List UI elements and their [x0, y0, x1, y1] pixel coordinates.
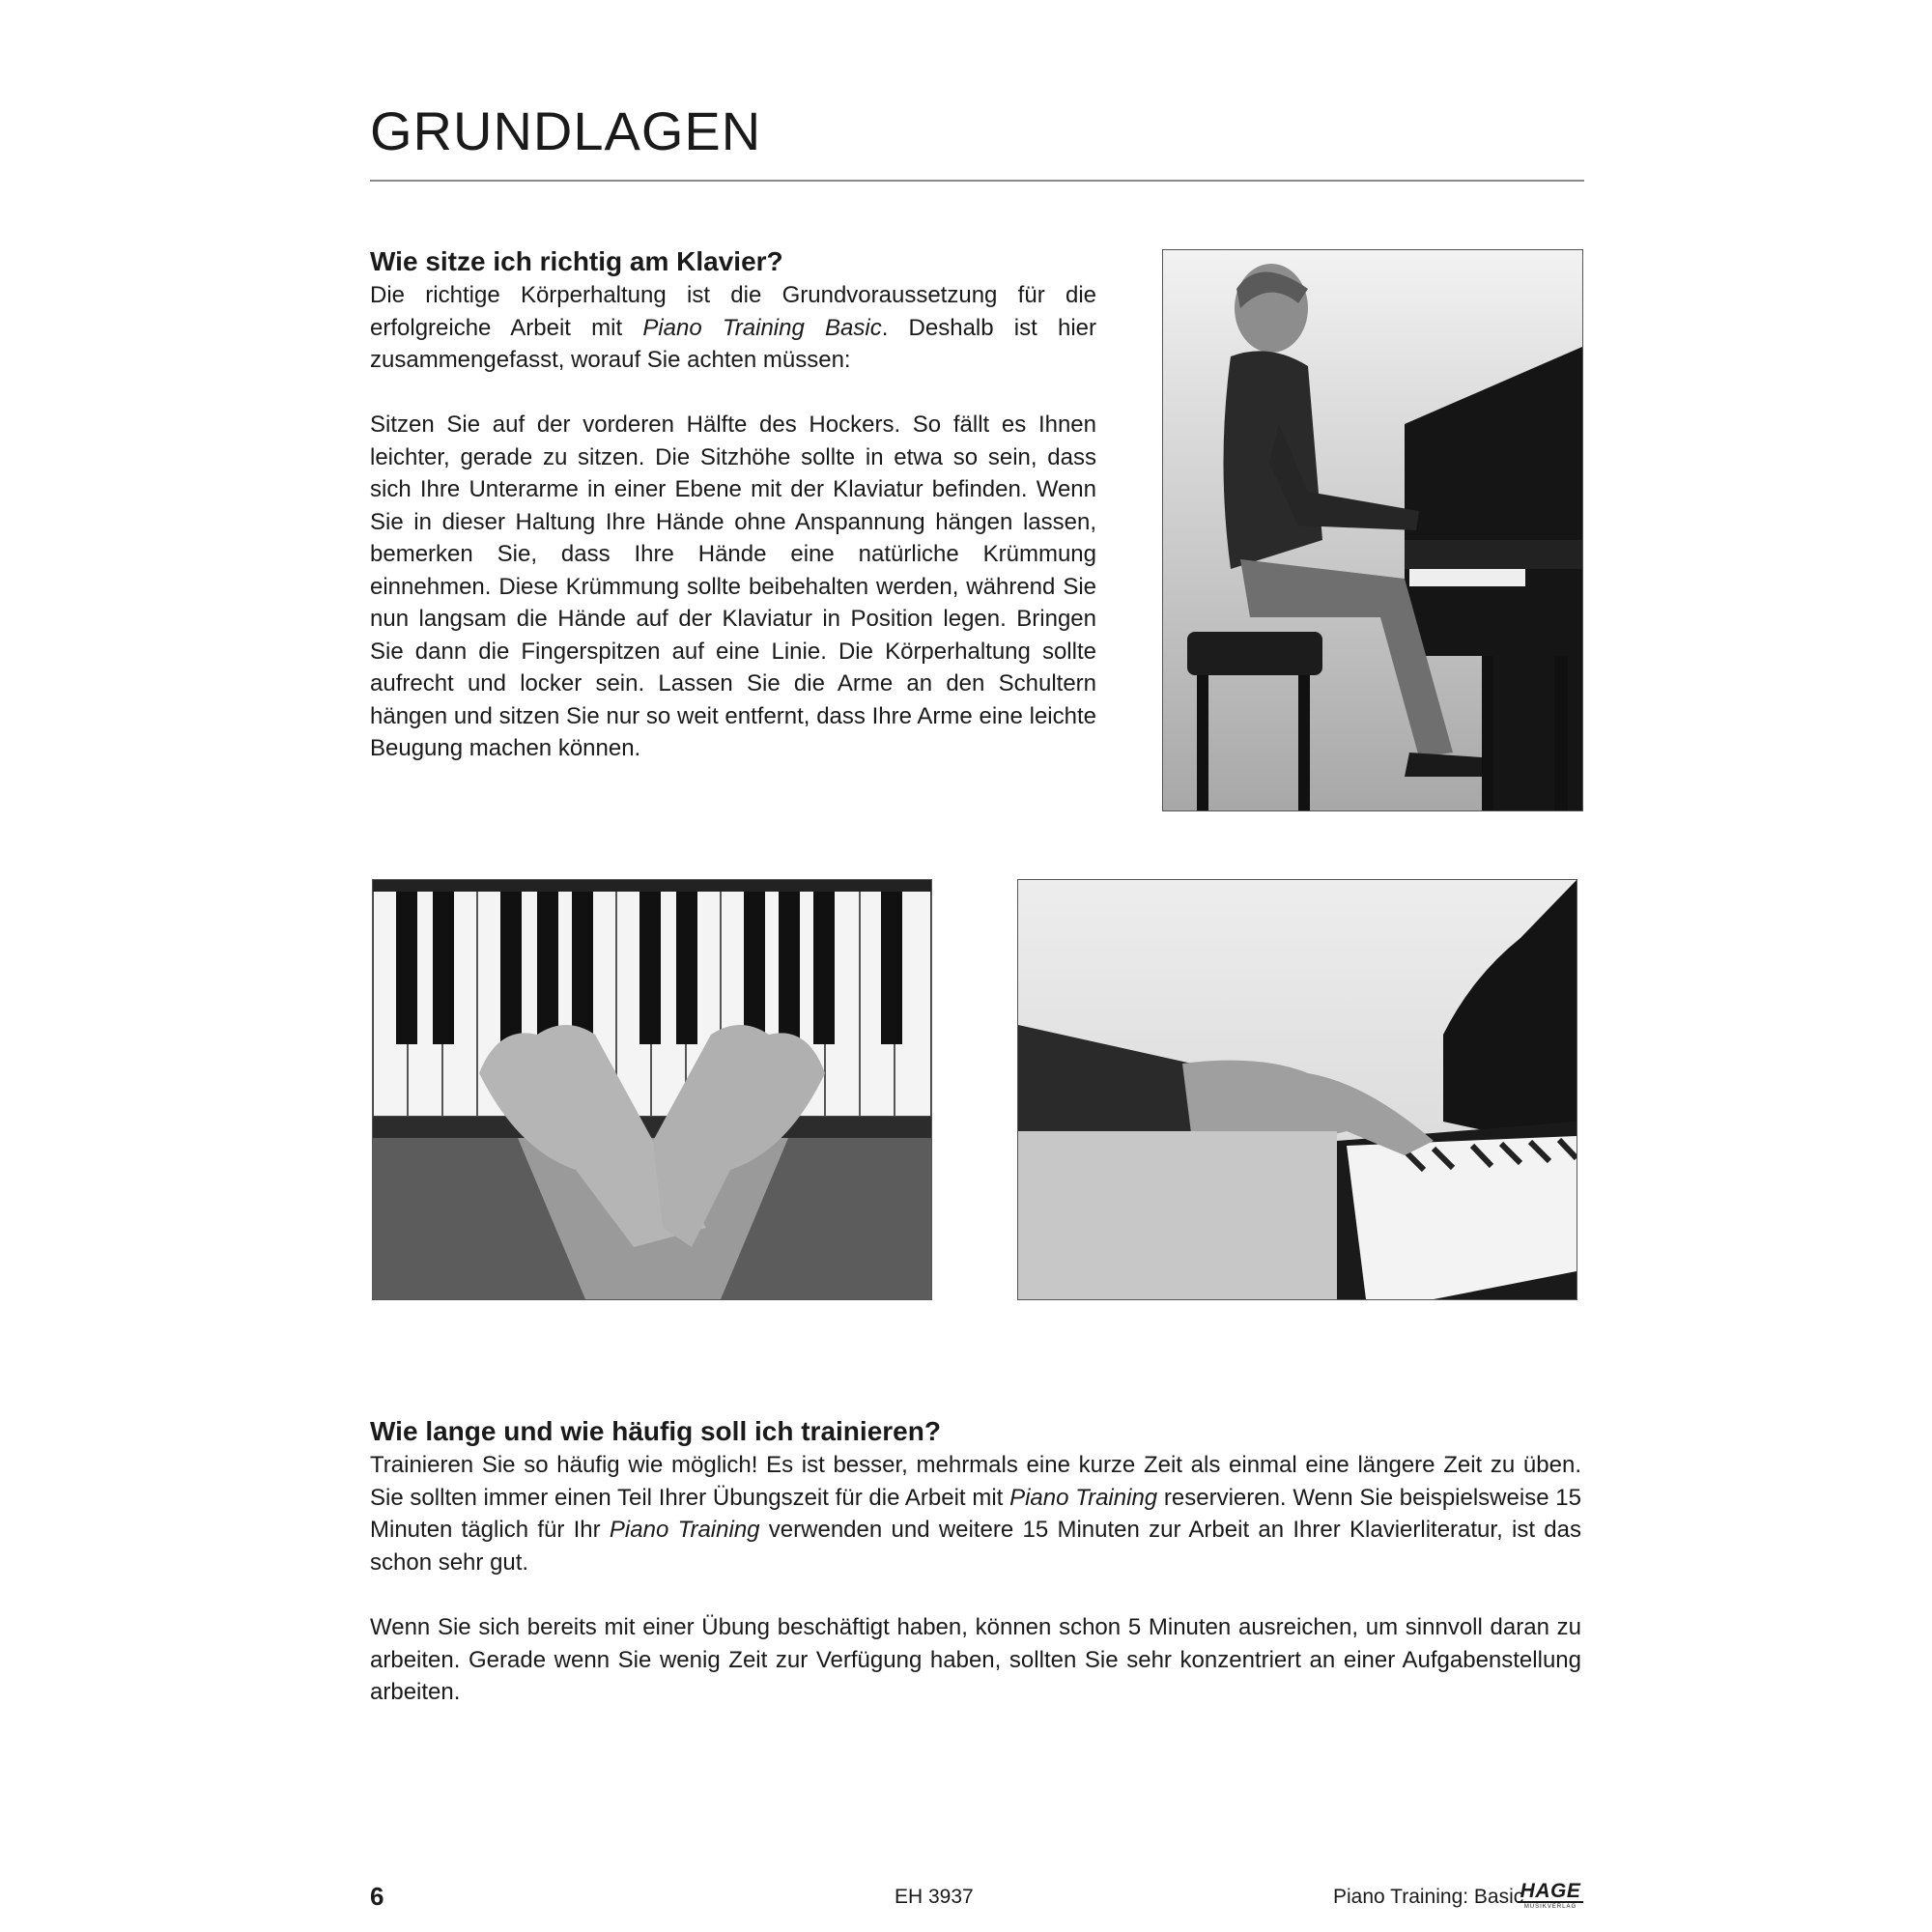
- paragraph-practice-duration: Wenn Sie sich bereits mit einer Übung beschäftigt haben, können schon 5 Minuten ausreichen, um sinnvoll daran zu arbeiten. Gerade wenn Sie wenig Zeit zur Verfügung haben, sollten Sie sehr konzentriert an einer Aufgabenstellung arbeiten.: [370, 1614, 1581, 1705]
- paragraph-posture-details: Sitzen Sie auf der vorderen Hälfte des Hockers. So fällt es Ihnen leichter, gerade zu sitzen. Die Sitzhöhe sollte in etwa so sein, dass sich Ihre Unterarme in einer Ebene mit der Klaviatur befinden. Wenn Sie in dieser Haltung Ihre Hände ohne Anspannung hängen lassen, bemerken Sie, dass Ihre Hände eine natürliche Krümmung einnehmen. Diese Krümmung sollte beibehalten werden, während Sie nun langsam die Hände auf der Klaviatur in Position legen. Bringen Sie dann die Fingerspitzen auf eine Linie. Die Körperhaltung sollte aufrecht und locker sein. Lassen Sie die Arme an den Schultern hängen und sitzen Sie nur so weit entfernt, dass Ihre Arme eine leichte Beugung machen können.: [370, 412, 1096, 761]
- book-title-italic: Piano Training: [1009, 1484, 1158, 1511]
- paragraph-text: Die richtige Körperhaltung ist die Grundvoraussetzung für die erfolgreiche Arbeit mit: [370, 282, 1096, 341]
- catalog-code: EH 3937: [895, 1886, 974, 1908]
- page-number: 6: [370, 1882, 384, 1911]
- section-heading-posture: Wie sitze ich richtig am Klavier?: [370, 246, 783, 276]
- paragraph-posture-intro: [370, 279, 1096, 377]
- hands-side-view-photo: [1017, 879, 1577, 1300]
- publisher-logo-text: HAGE: [1518, 1882, 1583, 1903]
- section-heading-practice: Wie lange und wie häufig soll ich trainieren?: [370, 1416, 941, 1446]
- book-title-italic: Piano Training Basic: [642, 314, 882, 341]
- publisher-logo-subtext: MUSIKVERLAG: [1523, 1904, 1577, 1910]
- book-title-italic: Piano Training: [609, 1517, 760, 1543]
- publisher-logo: [1518, 1882, 1583, 1913]
- paragraph-text: verwenden und weitere 15 Minuten zur Arbeit an Ihrer Klavierliteratur, ist das schon sehr gut.: [370, 1517, 1581, 1576]
- paragraph-text: Trainieren Sie so häufig wie möglich! Es ist besser, mehrmals eine kurze Zeit als einmal eine längere Zeit zu üben. Sie sollten immer einen Teil Ihrer Übungszeit für die Arbeit mit: [370, 1452, 1581, 1511]
- page-title: GRUNDLAGEN: [370, 100, 762, 161]
- hands-on-keyboard-photo: [372, 879, 932, 1300]
- title-divider: [370, 180, 1584, 182]
- pianist-seated-photo: [1162, 249, 1583, 811]
- paragraph-practice-frequency: [370, 1449, 1581, 1578]
- paragraph-text: . Deshalb ist hier zusammengefasst, worauf Sie achten müssen:: [370, 314, 1096, 373]
- book-title: Piano Training: Basic: [1333, 1886, 1524, 1908]
- paragraph-text: reservieren. Wenn Sie beispielsweise 15 Minuten täglich für Ihr: [370, 1484, 1581, 1543]
